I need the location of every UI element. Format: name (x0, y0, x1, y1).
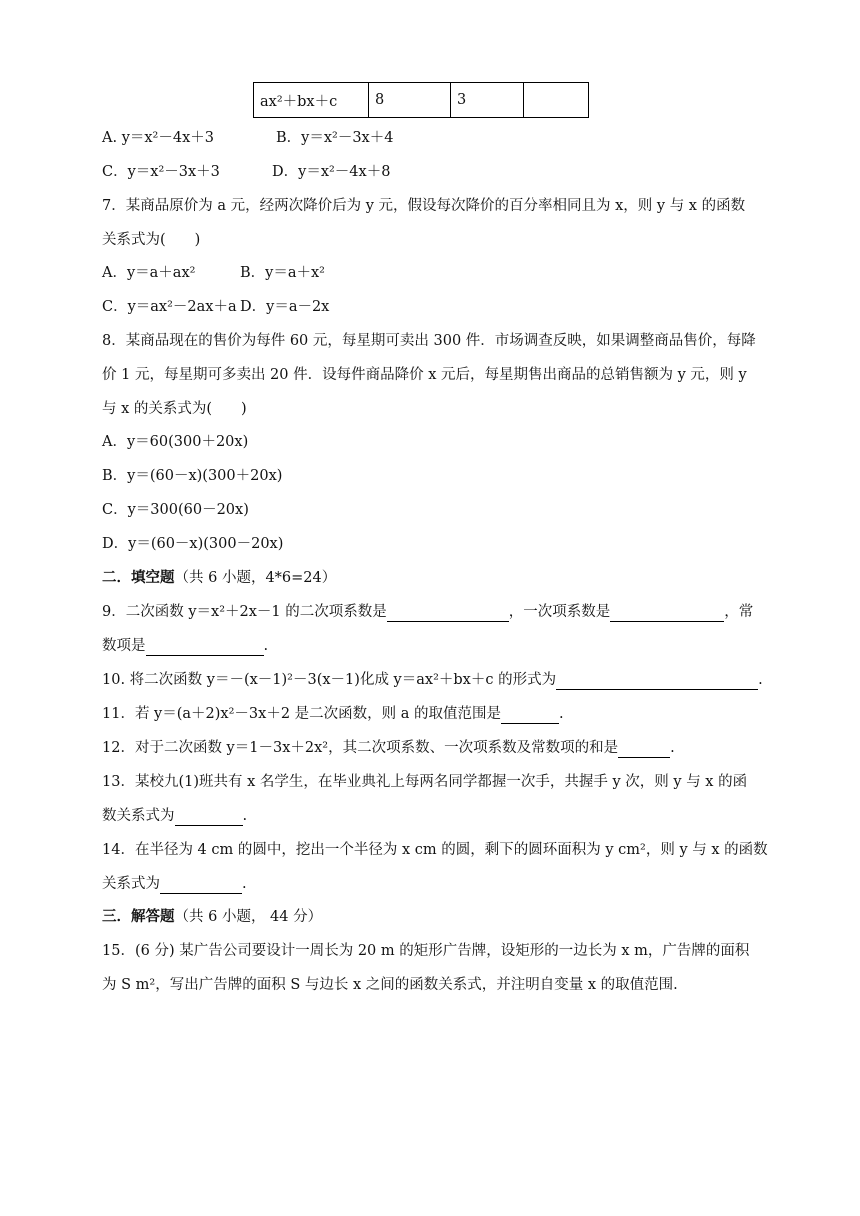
q8-stem-line2: 价 1 元，每星期可多卖出 20 件．设每件商品降价 x 元后，每星期售出商品的总销售额为 y 元，则 y (102, 367, 747, 383)
q7-stem-line2: 关系式为( ) (102, 232, 201, 248)
q9-line2 (102, 636, 268, 656)
q9-blank-quadratic-coef[interactable] (387, 606, 509, 622)
q9-text-part1: 9．二次函数 y＝x²＋2x－1 的二次项系数是 (102, 604, 387, 620)
section2-note: （共 6 小题，4*6=24） (174, 570, 337, 586)
table-cell-expression: ax²＋bx＋c (254, 83, 369, 118)
q12-period: . (670, 740, 675, 756)
q13-period: . (242, 808, 248, 824)
q13-stem-line1: 13．某校九(1)班共有 x 名学生，在毕业典礼上每两名同学都握一次手，共握手 y 次，则 y 与 x 的函 (102, 774, 748, 790)
q6-option-b: B．y＝x²－3x＋4 (276, 130, 394, 146)
q9-blank-linear-coef[interactable] (610, 606, 724, 622)
q14-blank[interactable] (160, 878, 242, 894)
q11-blank[interactable] (501, 708, 559, 724)
q15-stem-line2: 为 S m²，写出广告牌的面积 S 与边长 x 之间的函数关系式，并注明自变量 x 的取值范围. (102, 977, 678, 993)
q6-option-c: C．y＝x²－3x＋3 (102, 164, 220, 180)
q12-blank[interactable] (618, 742, 670, 758)
q12-text: 12．对于二次函数 y＝1－3x＋2x²，其二次项系数、一次项系数及常数项的和是 (102, 740, 619, 756)
q9-text-part2: ，一次项系数是 (508, 604, 611, 620)
q13-text-line2: 数关系式为 (102, 808, 175, 824)
q11-line (102, 704, 564, 724)
section2-heading (102, 568, 336, 588)
q9-text-line2: 数项是 (102, 638, 146, 654)
q9-blank-constant[interactable] (146, 640, 264, 656)
section3-title: 三．解答题 (102, 908, 175, 925)
q10-line (102, 670, 763, 690)
q7-option-a: A．y＝a＋ax² (102, 265, 196, 281)
table-row (254, 83, 589, 118)
section3-note: （共 6 小题， 44 分） (174, 909, 323, 925)
q8-option-b: B．y＝(60－x)(300＋20x) (102, 468, 283, 484)
q14-line2 (102, 874, 247, 894)
q14-stem-line1: 14．在半径为 4 cm 的圆中，挖出一个半径为 x cm 的圆，剩下的圆环面积为 y cm²，则 y 与 x 的函数 (102, 842, 768, 858)
q8-stem-line3: 与 x 的关系式为( ) (102, 401, 247, 417)
q9-period: . (263, 638, 269, 654)
q10-blank[interactable] (556, 674, 758, 690)
q7-option-d: D．y＝a－2x (240, 299, 330, 315)
table-cell: 8 (369, 83, 451, 118)
q14-period: . (242, 876, 247, 892)
q8-option-c: C．y＝300(60－20x) (102, 502, 249, 518)
q13-line2 (102, 806, 247, 826)
q6-option-a: A. y＝x²－4x＋3 (102, 130, 214, 146)
table-cell: 3 (451, 83, 524, 118)
q12-line (102, 738, 675, 758)
q7-option-c: C．y＝ax²－2ax＋a (102, 299, 237, 315)
q14-text-line2: 关系式为 (102, 876, 160, 892)
q8-stem-line1: 8．某商品现在的售价为每件 60 元，每星期可卖出 300 件．市场调查反映，如果调整商品售价，每降 (102, 333, 756, 349)
q11-text: 11．若 y＝(a＋2)x²－3x＋2 是二次函数，则 a 的取值范围是 (102, 706, 502, 722)
q7-stem-line1: 7．某商品原价为 a 元，经两次降价后为 y 元，假设每次降价的百分率相同且为 x，则 y 与 x 的函数 (102, 198, 746, 214)
table-cell (524, 83, 589, 118)
q8-option-a: A．y＝60(300＋20x) (102, 434, 249, 450)
section3-heading (102, 907, 322, 927)
q9-text-part3: ，常 (724, 604, 754, 620)
q8-option-d: D．y＝(60－x)(300－20x) (102, 536, 284, 552)
q10-period: . (758, 672, 763, 688)
q10-text: 10. 将二次函数 y＝－(x－1)²－3(x－1)化成 y＝ax²＋bx＋c 的形式为 (102, 672, 557, 688)
q11-period: . (559, 706, 564, 722)
q15-stem-line1: 15．(6 分) 某广告公司要设计一周长为 20 m 的矩形广告牌，设矩形的一边长为 x m，广告牌的面积 (102, 943, 750, 959)
q9-line1 (102, 602, 753, 622)
q7-option-b: B．y＝a＋x² (240, 265, 325, 281)
q13-blank[interactable] (175, 810, 243, 826)
value-table (253, 82, 589, 118)
section2-title: 二．填空题 (102, 569, 175, 586)
q6-option-d: D．y＝x²－4x＋8 (272, 164, 391, 180)
